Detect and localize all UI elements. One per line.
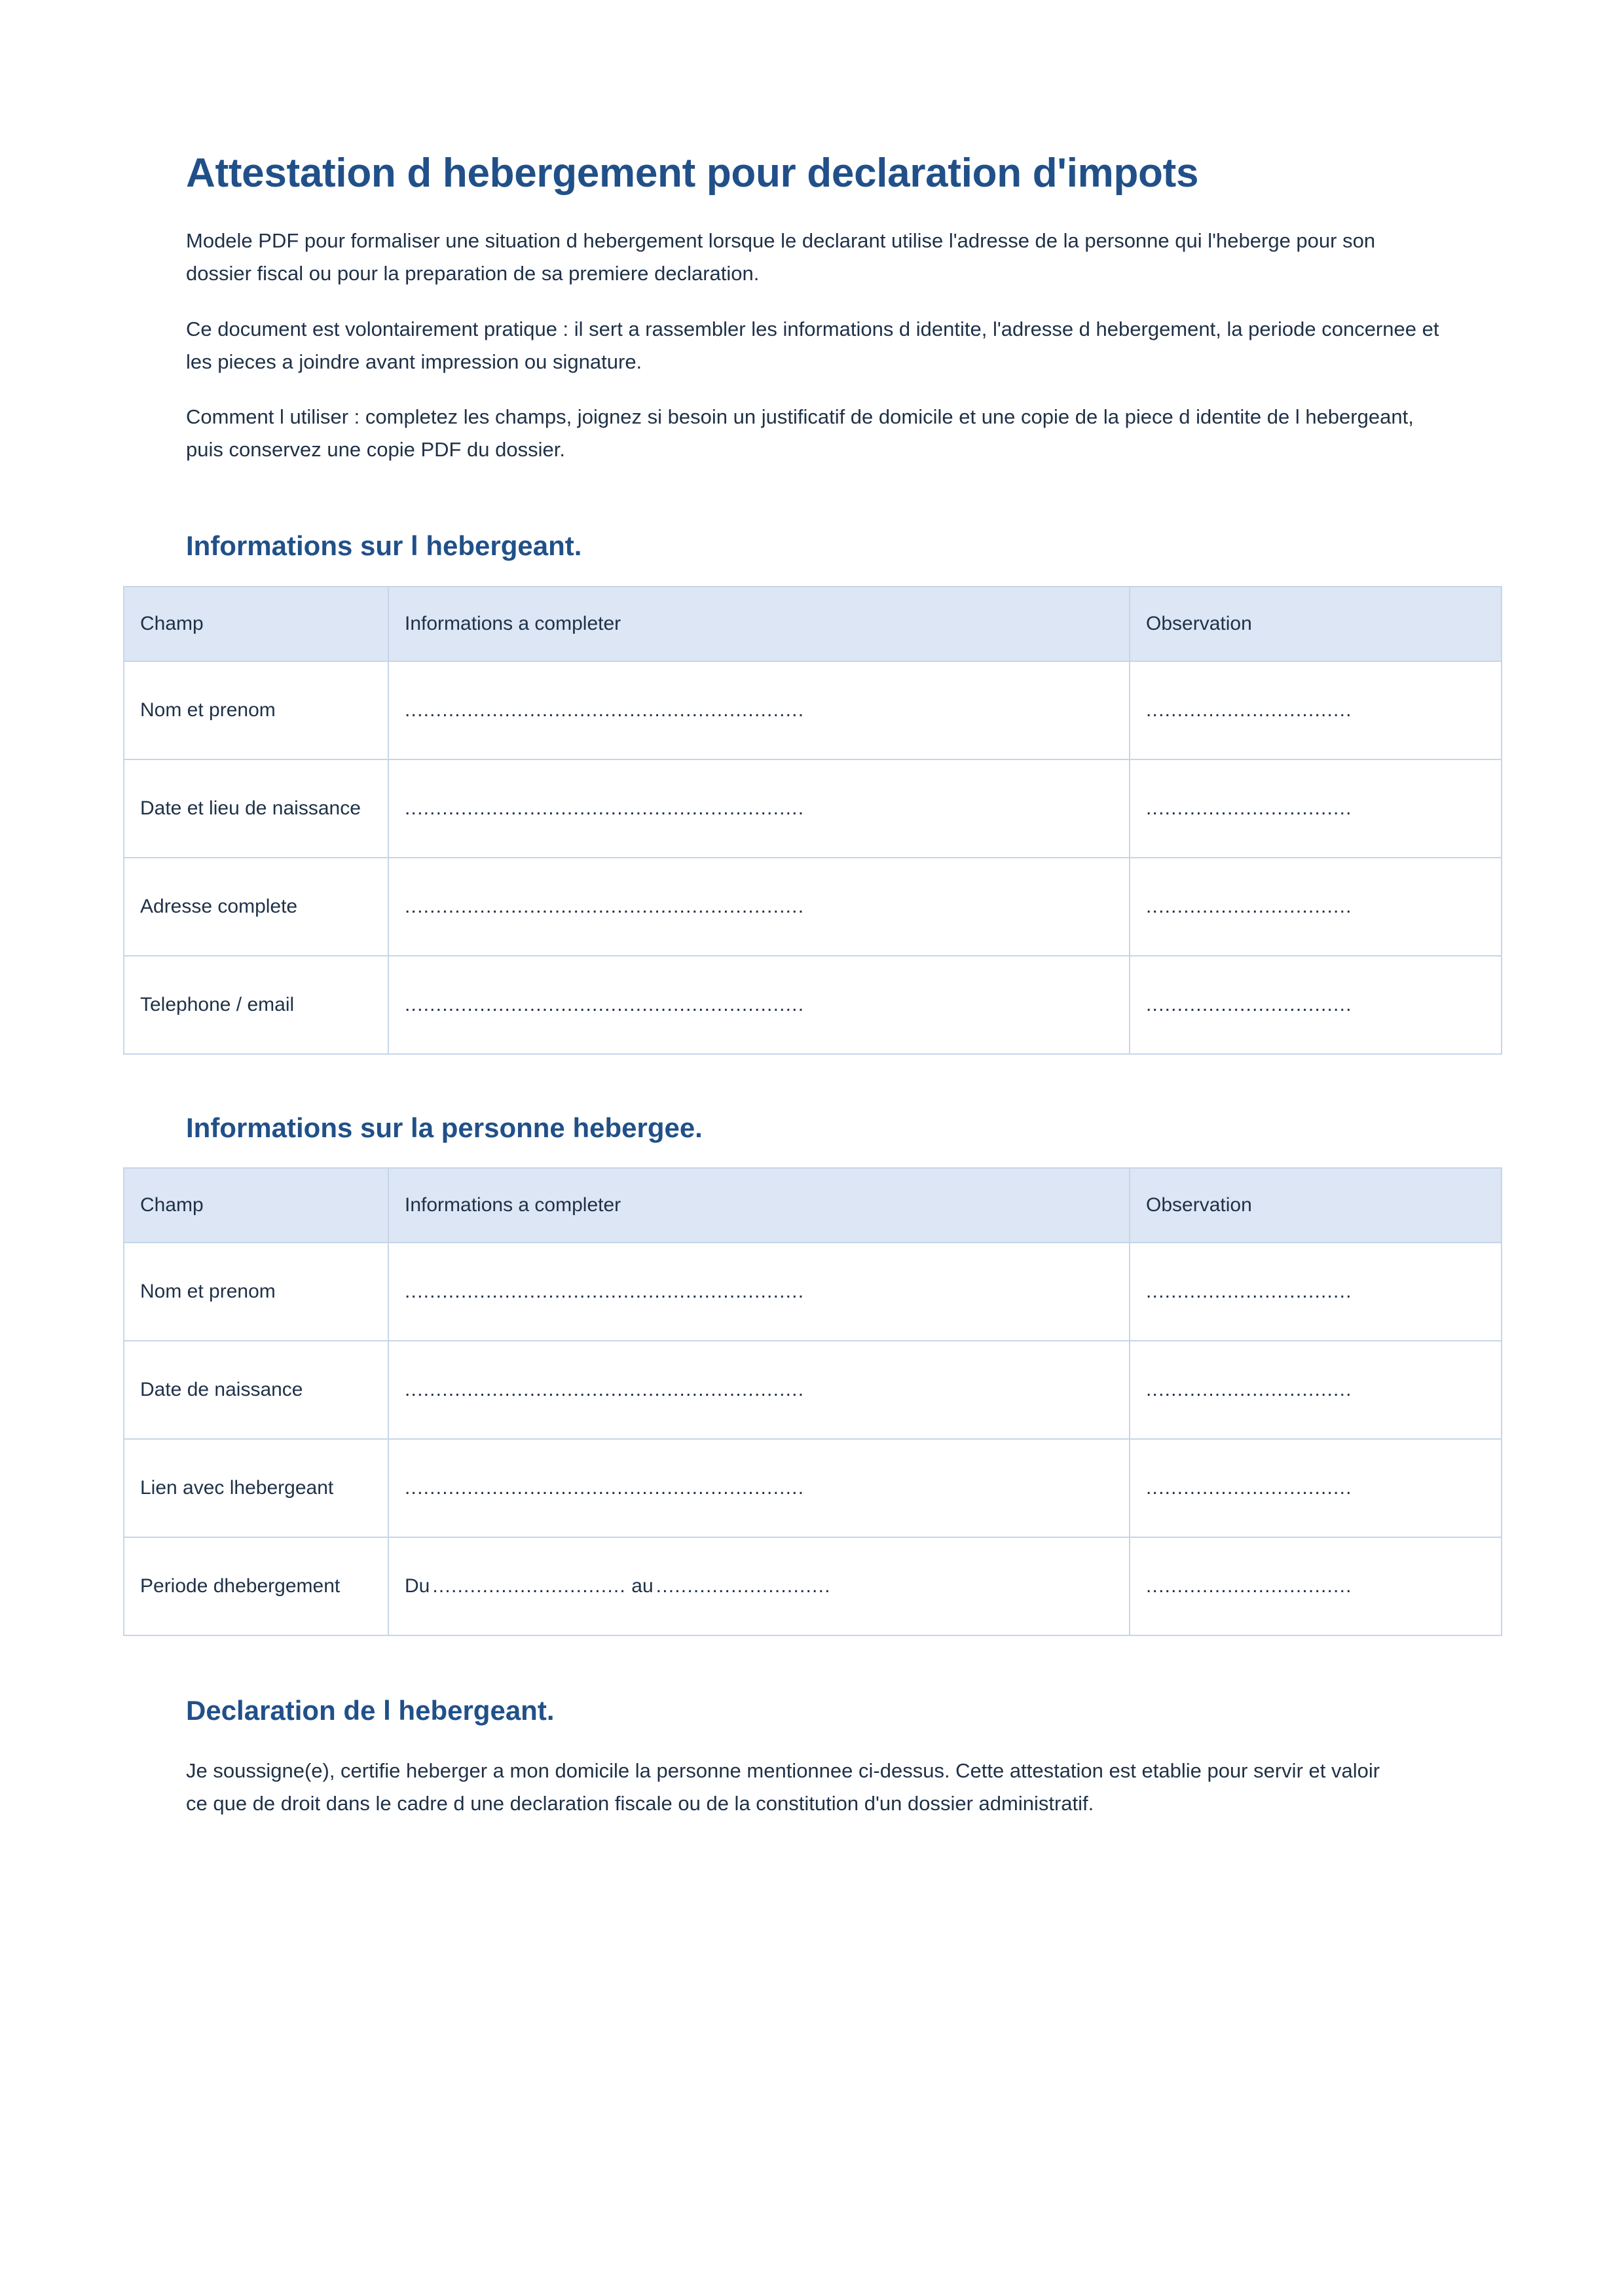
- table-hebergeant: [123, 586, 1502, 1055]
- intro-paragraph-2: Ce document est volontairement pratique : il sert a rassembler les informations d identite, l'adresse d hebergement, la periode concernee et les pieces a joindre avant impression ou signature.: [186, 317, 1439, 373]
- field-nom-prenom-input[interactable]: [388, 1243, 1130, 1341]
- field-adresse-complete-input[interactable]: [388, 858, 1130, 956]
- dotted-fill-line: .................................: [1146, 1477, 1352, 1499]
- field-date-lieu-naissance-input[interactable]: [388, 759, 1130, 858]
- dotted-fill-line: .................................: [1146, 797, 1352, 819]
- field-date-lieu-naissance-observation[interactable]: [1130, 759, 1502, 858]
- table-row: [124, 1243, 1502, 1341]
- row-label-nom-prenom: Nom et prenom: [124, 661, 388, 759]
- periode-au-label: au: [631, 1575, 654, 1597]
- table-row: [124, 1341, 1502, 1439]
- declaration-body: [186, 1755, 1384, 1820]
- field-nom-prenom-observation[interactable]: [1130, 661, 1502, 759]
- dotted-fill-line: ................................................................: [405, 1379, 805, 1401]
- table-row: [124, 1537, 1502, 1635]
- dotted-fill-line: ................................................................: [405, 797, 805, 819]
- row-label-date-lieu-naissance: Date et lieu de naissance: [124, 759, 388, 858]
- column-header-observation: Observation: [1130, 587, 1502, 661]
- declaration-paragraph: Je soussigne(e), certifie heberger a mon domicile la personne mentionnee ci-dessus. Cette attestation est etablie pour servir et valoir ce que de droit dans le cadre d une declaration fiscale ou de la constitution d'un dossier administratif.: [186, 1758, 1380, 1815]
- field-nom-prenom-observation[interactable]: [1130, 1243, 1502, 1341]
- field-telephone-email-observation[interactable]: [1130, 956, 1502, 1054]
- field-nom-prenom-input[interactable]: [388, 661, 1130, 759]
- field-periode-dhebergement-input[interactable]: [388, 1537, 1130, 1635]
- table-row: [124, 956, 1502, 1054]
- table-row: [124, 759, 1502, 858]
- intro-paragraphs: [186, 225, 1443, 466]
- page-title: Attestation d hebergement pour declaration d'impots: [186, 151, 1199, 196]
- column-header-observation: Observation: [1130, 1168, 1502, 1243]
- dotted-fill-line: ................................................................: [405, 993, 805, 1015]
- row-label-nom-prenom: Nom et prenom: [124, 1243, 388, 1341]
- row-label-periode-dhebergement: Periode dhebergement: [124, 1537, 388, 1635]
- periode-au-dotted-line: ............................: [655, 1575, 831, 1597]
- row-label-adresse-complete: Adresse complete: [124, 858, 388, 956]
- dotted-fill-line: .................................: [1146, 1281, 1352, 1303]
- section-heading-personne-hebergee: Informations sur la personne hebergee.: [186, 1112, 703, 1143]
- table-header-row: [124, 1168, 1502, 1243]
- column-header-champ: Champ: [124, 587, 388, 661]
- intro-paragraph-1: Modele PDF pour formaliser une situation d hebergement lorsque le declarant utilise l'adresse de la personne qui l'heberge pour son dossier fiscal ou pour la preparation de sa premiere declaration.: [186, 229, 1376, 285]
- dotted-fill-line: ................................................................: [405, 895, 805, 917]
- table-row: [124, 661, 1502, 759]
- field-lien-avec-lhebergeant-input[interactable]: [388, 1439, 1130, 1537]
- dotted-fill-line: .................................: [1146, 1379, 1352, 1401]
- dotted-fill-line: ................................................................: [405, 699, 805, 721]
- column-header-champ: Champ: [124, 1168, 388, 1243]
- periode-du-dotted-line: ...............................: [432, 1575, 626, 1597]
- dotted-fill-line: .................................: [1146, 1575, 1352, 1597]
- dotted-fill-line: ................................................................: [405, 1477, 805, 1499]
- section-heading-hebergeant: Informations sur l hebergeant.: [186, 530, 582, 562]
- table-header-row: [124, 587, 1502, 661]
- field-date-naissance-observation[interactable]: [1130, 1341, 1502, 1439]
- dotted-fill-line: .................................: [1146, 895, 1352, 917]
- field-adresse-complete-observation[interactable]: [1130, 858, 1502, 956]
- column-header-informations: Informations a completer: [388, 1168, 1130, 1243]
- periode-du-label: Du: [405, 1575, 430, 1597]
- table-row: [124, 858, 1502, 956]
- intro-paragraph-3: Comment l utiliser : completez les champs, joignez si besoin un justificatif de domicile et une copie de la piece d identite de l hebergeant, puis conservez une copie PDF du dossier.: [186, 405, 1414, 462]
- dotted-fill-line: .................................: [1146, 993, 1352, 1015]
- field-periode-dhebergement-observation[interactable]: [1130, 1537, 1502, 1635]
- column-header-informations: Informations a completer: [388, 587, 1130, 661]
- field-lien-avec-lhebergeant-observation[interactable]: [1130, 1439, 1502, 1537]
- row-label-date-naissance: Date de naissance: [124, 1341, 388, 1439]
- section-heading-declaration: Declaration de l hebergeant.: [186, 1695, 555, 1726]
- table-personne-hebergee: [123, 1167, 1502, 1636]
- field-date-naissance-input[interactable]: [388, 1341, 1130, 1439]
- row-label-lien-avec-lhebergeant: Lien avec lhebergeant: [124, 1439, 388, 1537]
- row-label-telephone-email: Telephone / email: [124, 956, 388, 1054]
- dotted-fill-line: .................................: [1146, 699, 1352, 721]
- dotted-fill-line: ................................................................: [405, 1281, 805, 1303]
- field-telephone-email-input[interactable]: [388, 956, 1130, 1054]
- document-content: [123, 149, 1501, 1820]
- table-row: [124, 1439, 1502, 1537]
